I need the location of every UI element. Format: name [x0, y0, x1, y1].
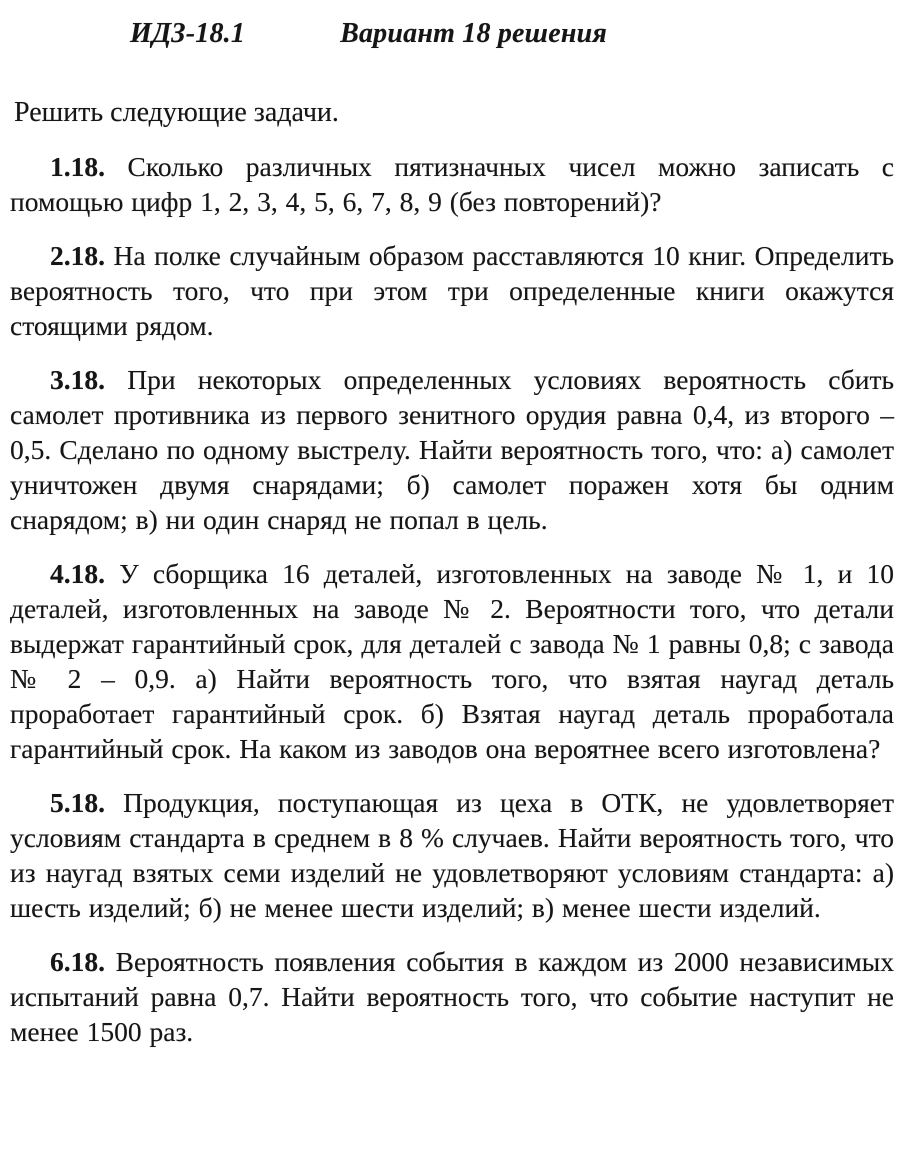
problem-text: На полке случайным образом расставляются 10 книг. Определить вероятность того, что при этом три определенные книги окажутся стоящими рядом.: [10, 240, 895, 341]
problem-2-18: [10, 238, 894, 343]
problem-text: Сколько различных пятизначных чисел можно записать с помощью цифр 1, 2, 3, 4, 5, 6, 7, 8, 9 (без повторений)?: [10, 151, 894, 217]
intro-line: Решить следующие задачи.: [14, 97, 339, 128]
problem-5-18: [10, 785, 894, 925]
problem-text: У сборщика 16 деталей, изготовленных на заводе № 1, и 10 деталей, изготовленных на заводе № 2. Вероятности того, что детали выдержат гарантийный срок, для деталей с завода № 1 равны 0,8; с завода № 2 – 0,9. а) Найти вероятность того, что взятая наугад деталь проработает гарантийный срок. б) Взятая наугад деталь проработала гарантийный срок. На каком из заводов она вероятнее всего изготовлена?: [10, 558, 894, 764]
problem-6-18: [10, 944, 894, 1049]
problem-number: 3.18.: [50, 364, 105, 395]
problem-number: 5.18.: [50, 787, 105, 818]
document-title: Вариант 18 решения: [340, 18, 607, 49]
problem-number: 4.18.: [50, 558, 105, 589]
problem-4-18: [10, 556, 894, 766]
problem-text: Продукция, поступающая из цеха в ОТК, не удовлетворяет условиям стандарта в среднем в 8 % случаев. Найти вероятность того, что из наугад взятых семи изделий не удовлетворяют условиям стандарта: а) шесть изделий; б) не менее шести изделий; в) менее шести изделий.: [10, 787, 894, 923]
problem-number: 6.18.: [50, 946, 105, 977]
problem-text: Вероятность появления события в каждом из 2000 независимых испытаний равна 0,7. Найти вероятность того, что событие наступит не менее 1500 раз.: [10, 946, 895, 1047]
problem-number: 1.18.: [50, 151, 105, 182]
problem-number: 2.18.: [50, 240, 105, 271]
document-id: ИДЗ-18.1: [130, 18, 246, 49]
problem-1-18: [10, 149, 894, 219]
document-header: [10, 18, 894, 50]
problem-3-18: [10, 362, 894, 537]
problem-list: [10, 149, 894, 1049]
problem-text: При некоторых определенных условиях вероятность сбить самолет противника из первого зенитного орудия равна 0,4, из второго – 0,5. Сделано по одному выстрелу. Найти вероятность того, что: а) самолет уничтожен двумя снарядами; б) самолет поражен хотя бы одним снарядом; в) ни один снаряд не попал в цель.: [10, 364, 895, 535]
